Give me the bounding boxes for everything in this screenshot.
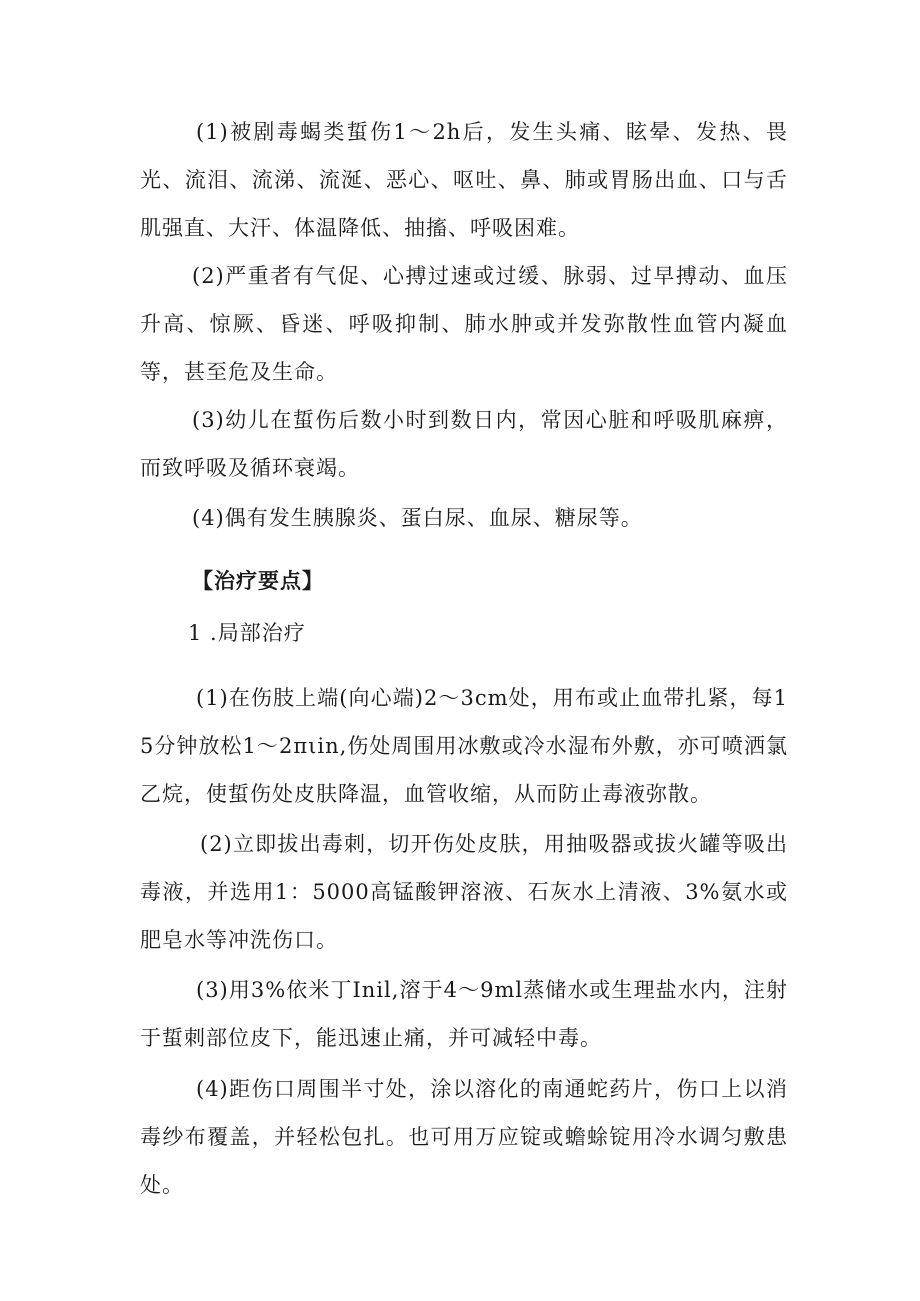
paragraph-treatment-4: (4)距伤口周围半寸处，涂以溶化的南通蛇药片，伤口上以消毒纱布覆盖，并轻松包扎。也可用万应锭或蟾蜍锭用冷水调匀敷患处。 [140,1077,788,1197]
paragraph-treatment-3: (3)用3%依米丁Inil,溶于4～9ml蒸储水或生理盐水内，注射于蜇刺部位皮下，能迅速止痛，并可减轻中毒。 [140,978,788,1050]
section-heading: 【治疗要点】 [192,568,324,593]
paragraph-treatment-1: (1)在伤肢上端(向心端)2～3cm处，用布或止血带扎紧，每15分钟放松1～2πιin,伤处周围用冰敷或冷水湿布外敷，亦可喷洒氯乙烷，使蜇伤处皮肤降温，血管收缩，从而防止毒液弥散。 [140,686,788,806]
subsection-heading: 1 .局部治疗 [188,621,306,645]
paragraph-symptom-3: (3)幼儿在蜇伤后数小时到数日内，常因心脏和呼吸肌麻痹，而致呼吸及循环衰竭。 [140,408,788,480]
paragraph-symptom-1: (1)被剧毒蝎类蜇伤1～2h后，发生头痛、眩晕、发热、畏光、流泪、流涕、流涎、恶心、呕吐、鼻、肺或胃肠出血、口与舌肌强直、大汗、体温降低、抽搐、呼吸困难。 [140,120,788,240]
paragraph-symptom-2: (2)严重者有气促、心搏过速或过缓、脉弱、过早搏动、血压升高、惊厥、昏迷、呼吸抑制、肺水肿或并发弥散性血管内凝血等，甚至危及生命。 [140,264,788,384]
paragraph-symptom-4: (4)偶有发生胰腺炎、蛋白尿、血尿、糖尿等。 [192,506,643,530]
paragraph-treatment-2: (2)立即拔出毒刺，切开伤处皮肤，用抽吸器或拔火罐等吸出毒液，并选用1：5000高锰酸钾溶液、石灰水上清液、3%氨水或肥皂水等冲洗伤口。 [140,832,788,952]
